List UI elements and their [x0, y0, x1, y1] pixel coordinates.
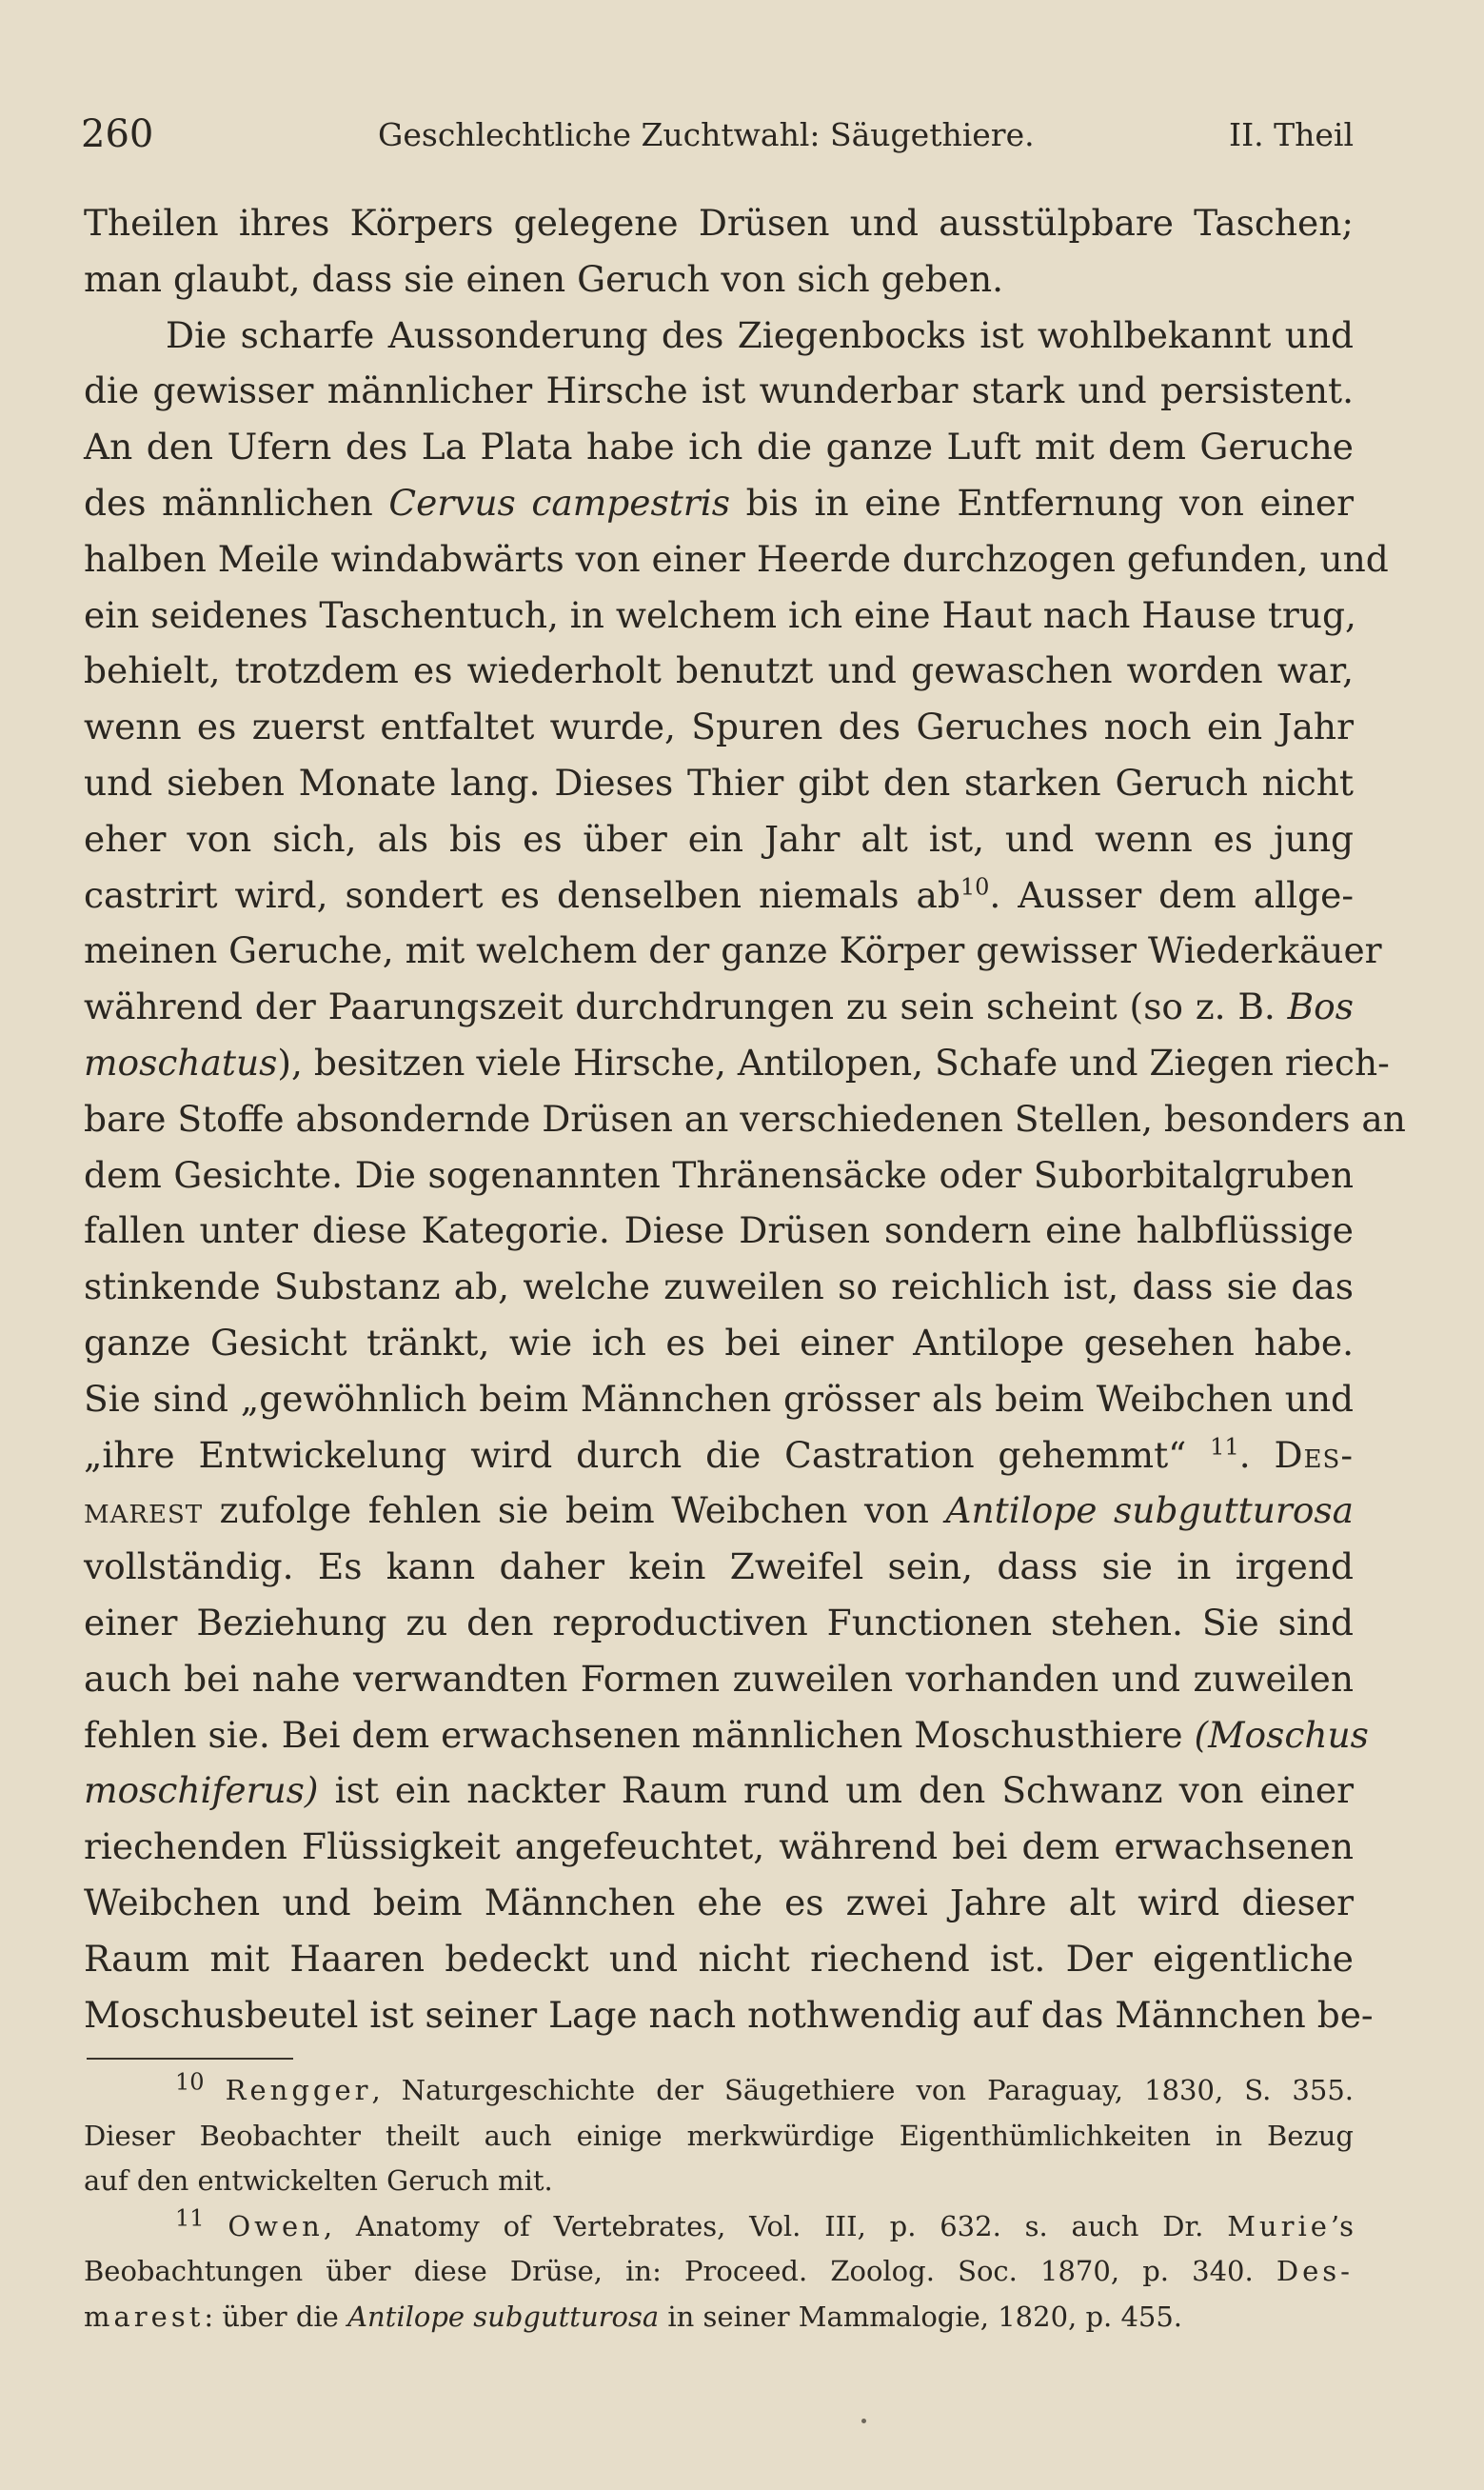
text-segment: Des- [1276, 2255, 1354, 2287]
text-line [84, 1651, 1354, 1707]
text-line [84, 1427, 1354, 1484]
text-segment: Moschusbeutel ist seiner Lage nach nothwendig auf das Männchen be- [84, 1993, 1374, 2036]
text-segment: halben Meile windabwärts von einer Heerde durchzogen gefunden, und [84, 537, 1389, 580]
text-line [84, 1483, 1354, 1539]
text-segment: ist ein nackter Raum rund um den Schwanz von einer [318, 1769, 1354, 1812]
footnote-line [84, 2159, 1354, 2204]
text-segment: bis in eine Entfernung von einer [729, 481, 1354, 524]
text-segment: Antilope subgutturosa [347, 2300, 660, 2333]
text-segment: castrirt wird, sondert es denselben niemals ab [84, 873, 960, 916]
text-line [84, 1763, 1354, 1819]
footnote-line [84, 2114, 1354, 2160]
text-line [84, 1147, 1354, 1204]
page-speck [861, 2419, 866, 2423]
text-line [84, 1259, 1354, 1315]
text-segment: Sie sind „gewöhnlich beim Männchen grösser als beim Weibchen und [84, 1377, 1354, 1420]
text-segment: meinen Geruche, mit welchem der ganze Körper gewisser Wiederkäuer [84, 929, 1382, 972]
text-line [84, 1595, 1354, 1651]
footnote-line [84, 2295, 1354, 2341]
text-line [84, 1819, 1354, 1875]
text-segment: Theilen ihres Körpers gelegene Drüsen und ausstülpbare Taschen; [84, 202, 1354, 244]
text-line [84, 811, 1354, 867]
text-line [84, 1315, 1354, 1371]
body-text [84, 195, 1406, 2042]
text-segment: Bos [1287, 986, 1354, 1028]
text-line [84, 867, 1354, 924]
text-line [84, 1987, 1374, 2043]
text-segment: Antilope subgutturosa [945, 1489, 1354, 1532]
text-segment: auf den entwickelten Geruch mit. [84, 2164, 553, 2197]
text-segment: während der Paarungszeit durchdrungen zu sein scheint (so z. B. [84, 986, 1288, 1028]
text-segment: die gewisser männlicher Hirsche ist wunderbar stark und persistent. [84, 369, 1354, 412]
text-segment: moschatus [84, 1041, 278, 1084]
text-segment: behielt, trotzdem es wiederholt benutzt und gewaschen worden war, [84, 649, 1354, 692]
text-segment: Rengger [225, 2074, 372, 2106]
text-segment: stinkende Substanz ab, welche zuweilen so reichlich ist, dass sie das [84, 1265, 1354, 1308]
text-line [84, 308, 1354, 364]
page-number: 260 [81, 112, 154, 156]
text-line [84, 531, 1389, 588]
text-segment: ein seidenes Taschentuch, in welchem ich eine Haut nach Hause trug, [84, 593, 1356, 636]
text-segment: , Anatomy of Vertebrates, Vol. III, p. 632. s. auch Dr. [323, 2209, 1228, 2242]
text-segment: Murie [1227, 2209, 1331, 2242]
text-line [84, 1931, 1354, 1987]
text-line [84, 1875, 1354, 1931]
text-line [84, 419, 1354, 475]
footnote-ref: 11 [175, 2203, 205, 2231]
text-segment: . Ausser dem allge- [989, 873, 1355, 916]
text-segment: An den Ufern des La Plata habe ich die ganze Luft mit dem Geruche [84, 426, 1354, 468]
text-line [84, 475, 1354, 531]
footnotes [84, 2068, 1354, 2340]
text-segment: moschiferus) [84, 1769, 319, 1812]
text-segment: ’s [1330, 2209, 1355, 2242]
text-segment: Beobachtungen über diese Drüse, in: Proceed. Zoolog. Soc. 1870, p. 340. [84, 2255, 1276, 2287]
text-line [84, 1539, 1354, 1595]
text-line [84, 1203, 1354, 1259]
footnote-ref: 11 [1210, 1433, 1239, 1461]
text-line [84, 1035, 1390, 1091]
text-segment: des männlichen [84, 481, 389, 524]
text-segment: : über die [204, 2300, 348, 2333]
footnote-divider [87, 2058, 293, 2060]
text-segment: dem Gesichte. Die sogenannten Thränensäcke oder Suborbitalgruben [84, 1153, 1354, 1196]
text-segment: ganze Gesicht tränkt, wie ich es bei einer Antilope gesehen habe. [84, 1321, 1354, 1364]
text-segment [205, 2210, 228, 2242]
text-segment: fallen unter diese Kategorie. Diese Drüsen sondern eine halbflüssige [84, 1209, 1354, 1252]
text-line [84, 363, 1354, 419]
footnote-ref: 10 [175, 2068, 205, 2096]
footnote-ref: 10 [960, 873, 990, 901]
text-segment: ), besitzen viele Hirsche, Antilopen, Schafe und Ziegen riech- [277, 1041, 1390, 1084]
text-segment: Dieser Beobachter theilt auch einige merkwürdige Eigenthümlichkeiten in Bezug [84, 2119, 1354, 2152]
text-segment: Weibchen und beim Männchen ehe es zwei Jahre alt wird dieser [84, 1881, 1354, 1923]
text-segment: marest [84, 2300, 205, 2333]
text-segment: einer Beziehung zu den reproductiven Functionen stehen. Sie sind [84, 1601, 1354, 1643]
part-label: II. Theil [1229, 116, 1354, 153]
footnote-line [84, 2068, 1354, 2114]
text-segment: vollständig. Es kann daher kein Zweifel sein, dass sie in irgend [84, 1545, 1354, 1588]
text-segment: man glaubt, dass sie einen Geruch von sich geben. [84, 257, 1004, 300]
text-segment: (Moschus [1194, 1713, 1369, 1756]
text-segment: fehlen sie. Bei dem erwachsenen männlichen Moschusthiere [84, 1713, 1195, 1756]
text-segment: . [1238, 1433, 1275, 1476]
text-segment: marest [84, 1489, 204, 1532]
text-line [84, 1091, 1406, 1147]
running-title: Geschlechtliche Zuchtwahl: Säugethiere. [378, 116, 1035, 153]
text-segment: eher von sich, als bis es über ein Jahr alt ist, und wenn es jung [84, 817, 1354, 860]
text-line [84, 588, 1354, 644]
footnote-line [84, 2249, 1354, 2295]
text-line [84, 195, 1354, 251]
text-segment [205, 2074, 226, 2106]
text-line [84, 979, 1354, 1035]
text-segment: auch bei nahe verwandten Formen zuweilen vorhanden und zuweilen [84, 1657, 1354, 1700]
text-segment: bare Stoffe absondernde Drüsen an verschiedenen Stellen, besonders an [84, 1097, 1406, 1140]
text-segment: Raum mit Haaren bedeckt und nicht riechend ist. Der eigentliche [84, 1937, 1354, 1980]
text-segment: Des- [1274, 1433, 1354, 1476]
text-segment: wenn es zuerst entfaltet wurde, Spuren des Geruches noch ein Jahr [84, 706, 1354, 748]
text-line [84, 923, 1382, 979]
text-segment: , Naturgeschichte der Säugethiere von Paraguay, 1830, S. 355. [371, 2074, 1354, 2106]
text-line [84, 643, 1354, 699]
text-segment: Owen [228, 2209, 324, 2242]
text-line [84, 251, 1354, 308]
text-segment: Cervus campestris [388, 481, 730, 524]
text-line [84, 699, 1354, 755]
text-segment: Die scharfe Aussonderung des Ziegenbocks ist wohlbekannt und [166, 313, 1354, 356]
text-line [84, 1707, 1369, 1763]
text-segment: zufolge fehlen sie beim Weibchen von [203, 1489, 946, 1532]
footnote-line [84, 2204, 1354, 2250]
text-line [84, 1371, 1354, 1427]
text-segment: „ihre Entwickelung wird durch die Castration gehemmt“ [84, 1433, 1211, 1476]
text-line [84, 755, 1354, 811]
text-segment: in seiner Mammalogie, 1820, p. 455. [659, 2300, 1183, 2333]
page-header [81, 112, 1354, 169]
text-segment: riechenden Flüssigkeit angefeuchtet, während bei dem erwachsenen [84, 1825, 1354, 1868]
text-segment: und sieben Monate lang. Dieses Thier gibt den starken Geruch nicht [84, 761, 1354, 804]
